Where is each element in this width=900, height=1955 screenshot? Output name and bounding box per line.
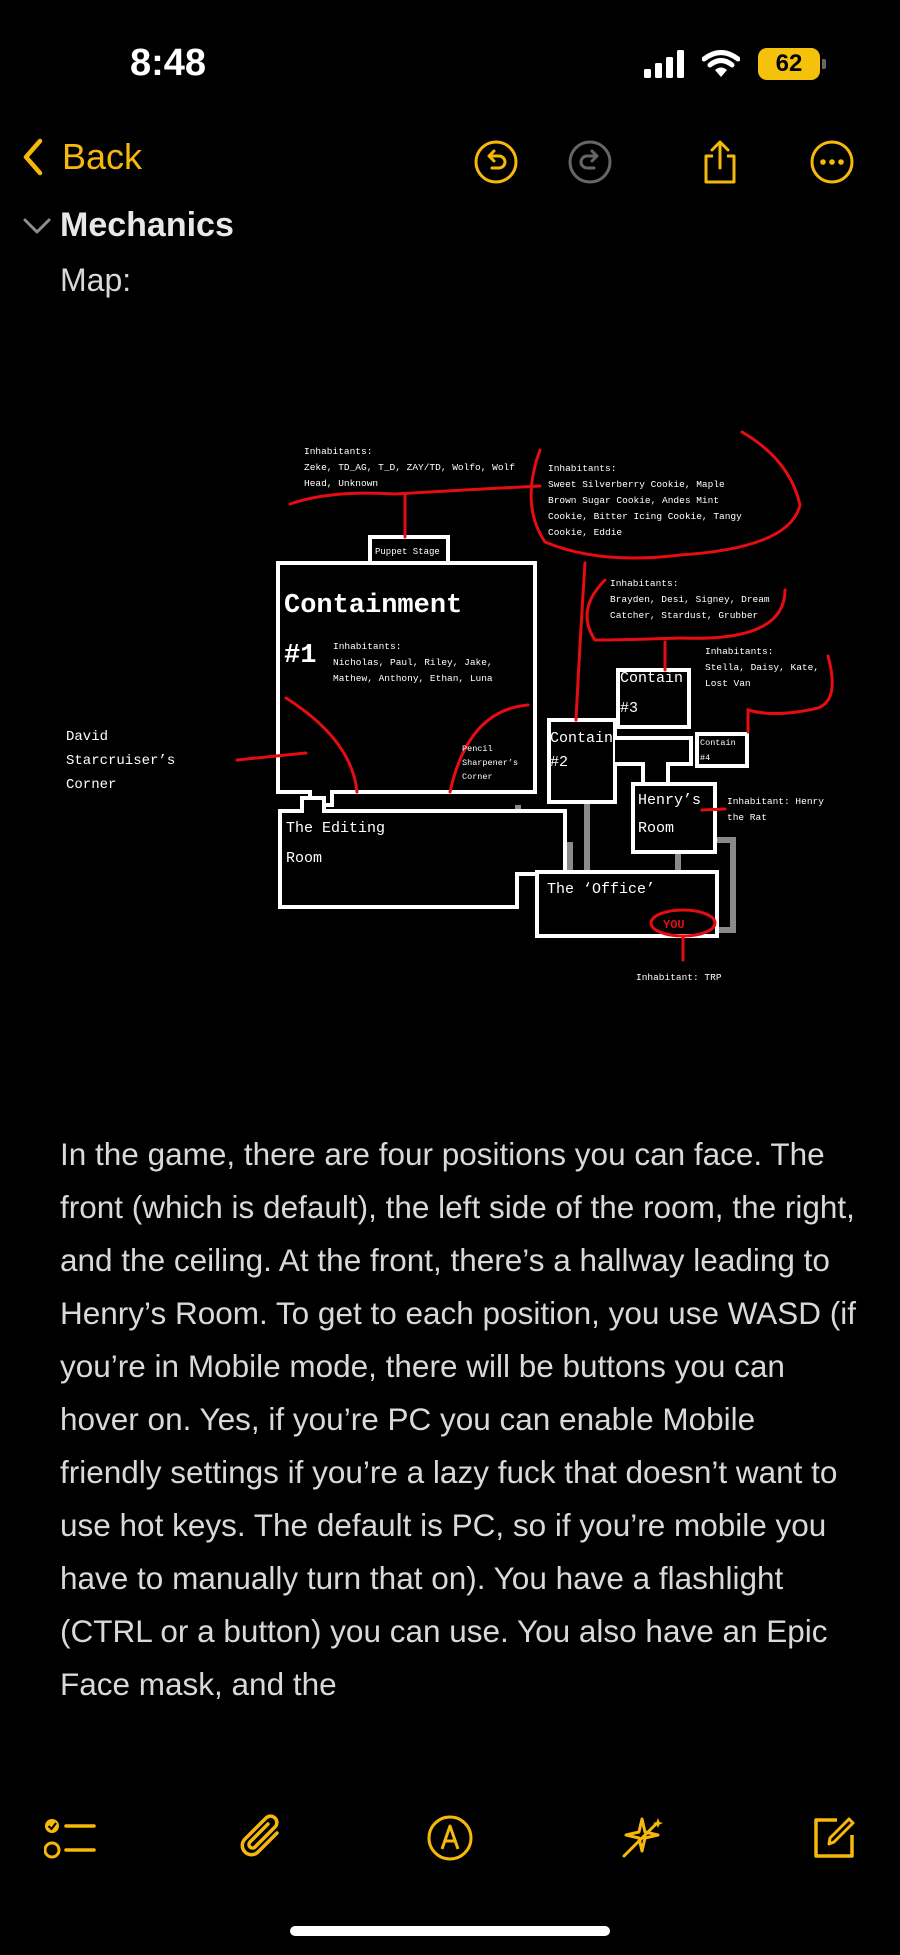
- wifi-icon: [702, 50, 740, 78]
- map-label: Head, Unknown: [304, 478, 379, 489]
- compose-button[interactable]: [806, 1810, 862, 1866]
- more-button[interactable]: [808, 138, 856, 186]
- map-label: YOU: [663, 918, 685, 932]
- bottom-toolbar: [0, 1810, 900, 1870]
- status-icons: [644, 48, 820, 80]
- map-label: The Editing: [286, 820, 386, 837]
- map-label: Containment: [284, 591, 463, 621]
- home-indicator[interactable]: [290, 1926, 610, 1936]
- redo-button[interactable]: [566, 138, 614, 186]
- map-label: Brayden, Desi, Signey, Dream: [610, 594, 770, 605]
- map-label: Zeke, TD_AG, T_D, ZAY/TD, Wolfo, Wolf: [304, 462, 515, 473]
- section-header-mechanics[interactable]: [22, 206, 234, 245]
- map-label: Inhabitants:: [610, 578, 679, 589]
- note-body-text[interactable]: In the game, there are four positions you can face. The front (which is default), the left side of the room, the right, and the ceiling. At the front, there’s a hallway leading to Henry’s Room. To get to each position, you use WASD (if you’re in Mobile mode, there will be buttons you can hover on. Yes, if you’re PC you can enable Mobile friendly settings if you’re a lazy fuck that doesn’t want to use hot keys. The default is PC, so if you’re mobile you have to manually turn that on). You have a flashlight (CTRL or a button) you can use. You also have an Epic Face mask, and the: [60, 1136, 857, 1702]
- apple-intelligence-button[interactable]: [614, 1810, 670, 1866]
- map-label: Corner: [462, 772, 493, 782]
- map-label: #2: [550, 754, 569, 771]
- undo-icon: [473, 139, 519, 185]
- map-label: Contain: [620, 670, 684, 687]
- markup-button[interactable]: [422, 1810, 478, 1866]
- map-label: Inhabitants:: [548, 463, 617, 474]
- chevron-down-icon: [22, 216, 52, 236]
- battery-level: 62: [775, 50, 803, 77]
- map-label: #1: [284, 641, 317, 671]
- ai-sparkle-icon: [616, 1812, 668, 1864]
- share-button[interactable]: [696, 138, 744, 186]
- chevron-left-icon: [22, 138, 44, 176]
- back-button[interactable]: [22, 136, 142, 178]
- compose-icon: [810, 1814, 858, 1862]
- map-label: Contain: [700, 738, 736, 748]
- map-label: the Rat: [727, 812, 767, 823]
- markup-icon: [425, 1813, 475, 1863]
- map-label: Catcher, Stardust, Grubber: [610, 610, 759, 621]
- map-label: Sweet Silverberry Cookie, Maple: [548, 479, 725, 490]
- map-label: David: [66, 729, 109, 745]
- undo-button[interactable]: [472, 138, 520, 186]
- nav-bar: [0, 130, 900, 210]
- cellular-signal-icon: [644, 50, 684, 78]
- map-label: Pencil: [462, 744, 493, 754]
- paperclip-icon: [239, 1813, 285, 1863]
- map-label: Contain: [550, 730, 614, 747]
- map-label: Map:: [60, 262, 132, 298]
- map-label: Inhabitants:: [333, 641, 402, 652]
- more-icon: [809, 139, 855, 185]
- map-label: Lost Van: [705, 678, 751, 689]
- checklist-button[interactable]: [42, 1810, 98, 1866]
- back-label: Back: [62, 136, 143, 177]
- status-time: 8:48: [130, 42, 207, 84]
- editing-room: [280, 798, 565, 907]
- battery-indicator: [758, 48, 820, 80]
- hall-connector: [615, 738, 691, 784]
- map-label: Cookie, Bitter Icing Cookie, Tangy: [548, 511, 742, 522]
- checklist-icon: [44, 1814, 96, 1862]
- map-label: Inhabitant: TRP: [636, 972, 722, 983]
- map-label: Starcruiser’s: [66, 753, 176, 769]
- redo-icon: [567, 139, 613, 185]
- map-label: Brown Sugar Cookie, Andes Mint: [548, 495, 720, 506]
- map-label: #3: [620, 700, 639, 717]
- facility-map-image[interactable]: [0, 420, 900, 1000]
- map-label: Inhabitant: Henry: [727, 796, 824, 807]
- attach-button[interactable]: [234, 1810, 290, 1866]
- map-label: #4: [700, 753, 711, 763]
- map-label: Nicholas, Paul, Riley, Jake,: [333, 657, 493, 668]
- map-label: Room: [286, 850, 323, 867]
- map-label: Puppet Stage: [375, 547, 440, 557]
- map-label: Inhabitants:: [304, 446, 373, 457]
- map-label: Cookie, Eddie: [548, 527, 623, 538]
- map-label: Sharpener’s: [462, 758, 519, 768]
- section-title: Mechanics: [60, 206, 234, 244]
- map-label: Henry’s: [638, 792, 702, 809]
- map-label: Stella, Daisy, Kate,: [705, 662, 820, 673]
- map-label: Mathew, Anthony, Ethan, Luna: [333, 673, 493, 684]
- share-icon: [700, 139, 740, 185]
- map-label: Inhabitants:: [705, 646, 774, 657]
- map-label: Room: [638, 820, 675, 837]
- map-label: Corner: [66, 777, 117, 793]
- map-label: The ‘Office’: [547, 881, 656, 898]
- status-bar: [0, 0, 900, 130]
